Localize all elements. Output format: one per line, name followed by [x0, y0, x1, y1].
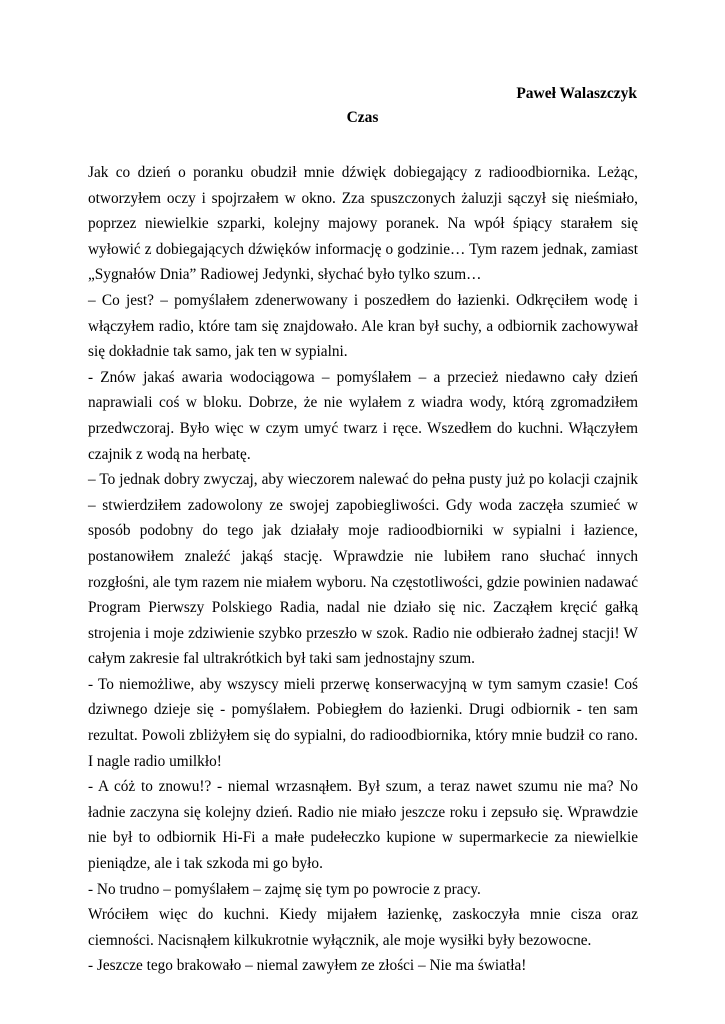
paragraph: – Co jest? – pomyślałem zdenerwowany i poszedłem do łazienki. Odkręciłem wodę i włączyłem radio, które tam się znajdowało. Ale kran był suchy, a odbiornik zachowywał się dokładnie tak samo, jak ten w sypialni. [88, 291, 638, 361]
paragraph: - A cóż to znowu!? - niemal wrzasnąłem. Był szum, a teraz nawet szumu nie ma? No ładnie zaczyna się kolejny dzień. Radio nie miało jeszcze roku i zepsuło się. Wprawdzie nie był to odbiornik Hi-Fi a małe pudełeczko kupione w supermarkecie za niewielkie pieniądze, ale i tak szkoda mi go było. [88, 778, 638, 873]
paragraph: - To niemożliwe, aby wszyscy mieli przerwę konserwacyjną w tym samym czasie! Coś dziwnego dzieje się - pomyślałem. Pobiegłem do łazienki. Drugi odbiornik - ten sam rezultat. Powoli zbliżyłem się do sypialni, do radioodbiornika, który mnie budził co rano. I nagle radio umilkło! [88, 675, 638, 770]
paragraph: - No trudno – pomyślałem – zajmę się tym po powrocie z pracy. [88, 880, 481, 898]
document-title: Czas [346, 109, 379, 126]
paragraph: - Znów jakaś awaria wodociągowa – pomyślałem – a przecież niedawno cały dzień naprawiali coś w bloku. Dobrze, że nie wylałem z wiadra wody, którą zgromadziłem przedwczoraj. Było więc w czym umyć twarz i ręce. Wszedłem do kuchni. Włączyłem czajnik z wodą na herbatę. [88, 368, 638, 463]
paragraph: – To jednak dobry zwyczaj, aby wieczorem nalewać do pełna pusty już po kolacji czajnik – stwierdziłem zadowolony ze swojej zapobiegliwości. Gdy woda zaczęła szumieć w sposób podobny do tego jak działały moje radioodbiorniki w sypialni i łazience, postanowiłem znaleźć jakąś stację. Wprawdzie nie lubiłem rano słuchać innych rozgłośni, ale tym razem nie miałem wyboru. Na częstotliwości, gdzie powinien nadawać Program Pierwszy Polskiego Radia, nadal nie działo się nic. Zacząłem kręcić gałką strojenia i moje zdziwienie szybko przeszło w szok. Radio nie odbierało żadnej stacji! W całym zakresie fal ultrakrótkich był taki sam jednostajny szum. [88, 471, 638, 668]
paragraph: Jak co dzień o poranku obudził mnie dźwięk dobiegający z radioodbiornika. Leżąc, otworzyłem oczy i spojrzałem w okno. Zza spuszczonych żaluzji sączył się nieśmiało, poprzez niewielkie szparki, kolejny majowy poranek. Na wpół śpiący starałem się wyłowić z dobiegających dźwięków informację o godzinie… Tym razem jednak, zamiast „Sygnałów Dnia” Radiowej Jedynki, słychać było tylko szum… [88, 164, 638, 284]
paragraph: - Jeszcze tego brakowało – niemal zawyłem ze złości – Nie ma światła! [88, 957, 527, 975]
document-body [88, 160, 638, 979]
author-name: Paweł Walaszczyk [516, 85, 637, 102]
paragraph: Wróciłem więc do kuchni. Kiedy mijałem łazienkę, zaskoczyła mnie cisza oraz ciemności. Nacisnąłem kilkukrotnie wyłącznik, ale moje wysiłki były bezowocne. [88, 906, 638, 949]
